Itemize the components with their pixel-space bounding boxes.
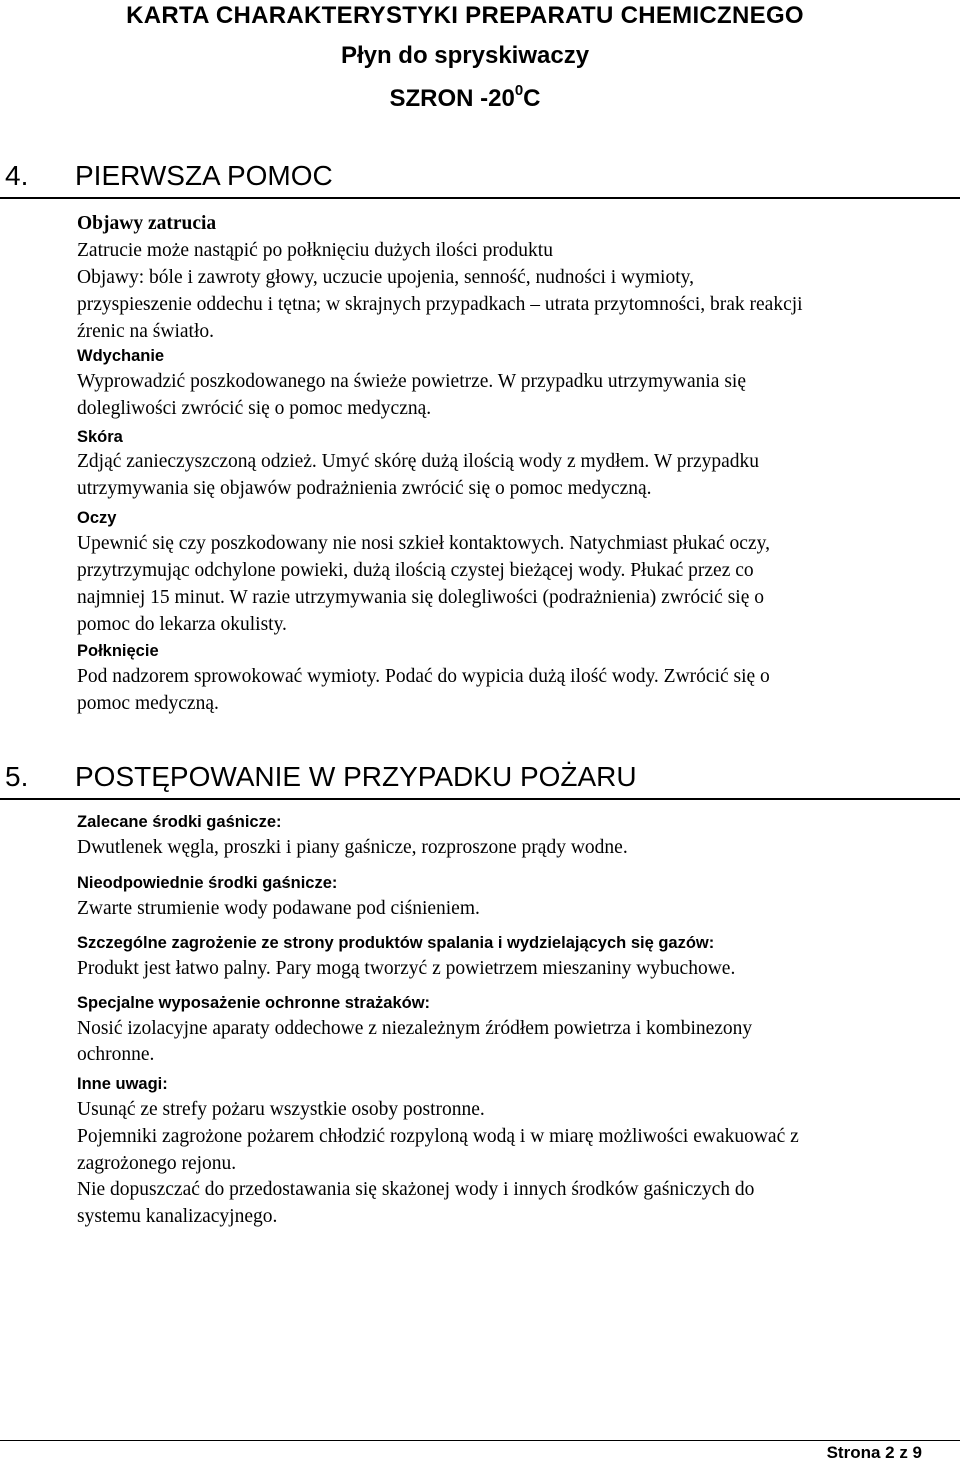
polkniecie-line: pomoc medyczną. — [77, 693, 219, 714]
uwagi-heading: Inne uwagi: — [77, 1075, 168, 1093]
wdychanie-line: dolegliwości zwrócić się o pomoc medyczną. — [77, 398, 432, 419]
footer-divider — [0, 1440, 960, 1441]
section-5-number: 5. — [5, 761, 29, 792]
skora-line: Zdjąć zanieczyszczoną odzież. Umyć skórę dużą ilością wody z mydłem. W przypadku — [77, 451, 760, 472]
product-variant-end: C — [523, 85, 541, 112]
objawy-line: Zatrucie może nastąpić po połknięciu dużych ilości produktu — [77, 240, 553, 261]
nieodpowiednie-heading: Nieodpowiednie środki gaśnicze: — [77, 874, 338, 892]
zalecane-heading: Zalecane środki gaśnicze: — [77, 813, 282, 831]
product-name: Płyn do spryskiwaczy — [340, 42, 590, 69]
objawy-heading: Objawy zatrucia — [77, 213, 217, 234]
zalecane-text: Dwutlenek węgla, proszki i piany gaśnicze, rozproszone prądy wodne. — [77, 837, 628, 858]
zagrozenie-heading: Szczególne zagrożenie ze strony produktów spalania i wydzielających się gazów: — [77, 934, 715, 952]
polkniecie-heading: Połknięcie — [77, 642, 159, 660]
polkniecie-line: Pod nadzorem sprowokować wymioty. Podać do wypicia dużą ilość wody. Zwrócić się o — [77, 666, 770, 687]
uwagi-line: systemu kanalizacyjnego. — [77, 1206, 278, 1227]
product-variant-main: SZRON -20 — [389, 85, 515, 112]
section-4-number: 4. — [5, 160, 29, 191]
objawy-line: Objawy: bóle i zawroty głowy, uczucie upojenia, senność, nudności i wymioty, — [77, 267, 695, 288]
wyposazenie-line: ochronne. — [77, 1044, 155, 1065]
wyposazenie-heading: Specjalne wyposażenie ochronne strażaków: — [77, 994, 431, 1012]
uwagi-line: Nie dopuszczać do przedostawania się skażonej wody i innych środków gaśniczych do — [77, 1179, 755, 1200]
wdychanie-heading: Wdychanie — [77, 347, 165, 365]
document-title: KARTA CHARAKTERYSTYKI PREPARATU CHEMICZNEGO — [126, 2, 804, 29]
oczy-line: przytrzymując odchylone powieki, dużą ilością czystej bieżącej wody. Płukać przez co — [77, 560, 754, 581]
product-variant-superscript: 0 — [514, 82, 524, 99]
product-variant — [0, 84, 930, 113]
skora-heading: Skóra — [77, 428, 123, 446]
oczy-line: pomoc do lekarza okulisty. — [77, 614, 287, 635]
oczy-heading: Oczy — [77, 509, 117, 527]
page-number: Strona 2 z 9 — [826, 1443, 922, 1462]
oczy-line: najmniej 15 minut. W razie utrzymywania się dolegliwości (podrażnienia) zwrócić się o — [77, 587, 764, 608]
skora-line: utrzymywania się objawów podrażnienia zwrócić się o pomoc medyczną. — [77, 478, 652, 499]
section-5-heading — [0, 761, 960, 800]
zagrozenie-text: Produkt jest łatwo palny. Pary mogą tworzyć z powietrzem mieszaniny wybuchowe. — [77, 958, 736, 979]
uwagi-line: Pojemniki zagrożone pożarem chłodzić rozpyloną wodą i w miarę możliwości ewakuować z — [77, 1126, 799, 1147]
wdychanie-line: Wyprowadzić poszkodowanego na świeże powietrze. W przypadku utrzymywania się — [77, 371, 746, 392]
uwagi-line: Usunąć ze strefy pożaru wszystkie osoby postronne. — [77, 1099, 485, 1120]
oczy-line: Upewnić się czy poszkodowany nie nosi szkieł kontaktowych. Natychmiast płukać oczy, — [77, 533, 770, 554]
wyposazenie-line: Nosić izolacyjne aparaty oddechowe z niezależnym źródłem powietrza i kombinezony — [77, 1018, 753, 1039]
uwagi-line: zagrożonego rejonu. — [77, 1153, 237, 1174]
section-4-heading — [0, 160, 960, 199]
nieodpowiednie-text: Zwarte strumienie wody podawane pod ciśnieniem. — [77, 898, 480, 919]
objawy-line: przyspieszenie oddechu i tętna; w skrajnych przypadkach – utrata przytomności, brak reakcji — [77, 294, 803, 315]
objawy-line: źrenic na światło. — [77, 321, 214, 342]
section-5-title: POSTĘPOWANIE W PRZYPADKU POŻARU — [75, 761, 637, 792]
section-4-title: PIERWSZA POMOC — [75, 160, 333, 191]
